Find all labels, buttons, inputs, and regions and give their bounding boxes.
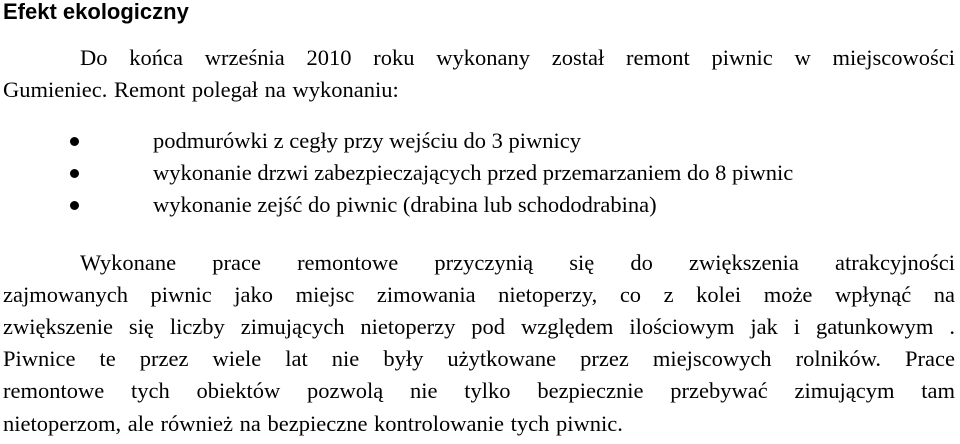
body-line-6: nietoperzom, ale również na bezpieczne kontrolowanie tych piwnic. [3,411,623,436]
bullet-dot-icon [70,201,79,210]
body-line-2: zajmowanych piwnic jako miejsc zimowania nietoperzy, co z kolei może wpłynąć na [3,282,955,307]
section-heading: Efekt ekologiczny [3,0,189,24]
intro-line-1: Do końca września 2010 roku wykonany został remont piwnic w miejscowości [80,45,955,70]
body-line-3: zwiększenie się liczby zimujących nietoperzy pod względem ilościowym jak i gatunkowym . [3,314,955,339]
body-line-5: remontowe tych obiektów pozwolą nie tylko bezpiecznie przebywać zimującym tam [3,378,955,403]
body-line-1: Wykonane prace remontowe przyczynią się do zwiększenia atrakcyjności [80,250,955,275]
body-line-4: Piwnice te przez wiele lat nie były użytkowane przez miejscowych rolników. Prace [3,346,955,371]
intro-line-2: Gumieniec. Remont polegał na wykonaniu: [3,77,399,102]
bullet-dot-icon [70,169,79,178]
bullet-text: wykonanie zejść do piwnic (drabina lub schododrabina) [153,192,657,217]
bullet-text: wykonanie drzwi zabezpieczających przed przemarzaniem do 8 piwnic [153,160,794,185]
bullet-dot-icon [70,137,79,146]
bullet-text: podmurówki z cegły przy wejściu do 3 piwnicy [153,128,582,153]
